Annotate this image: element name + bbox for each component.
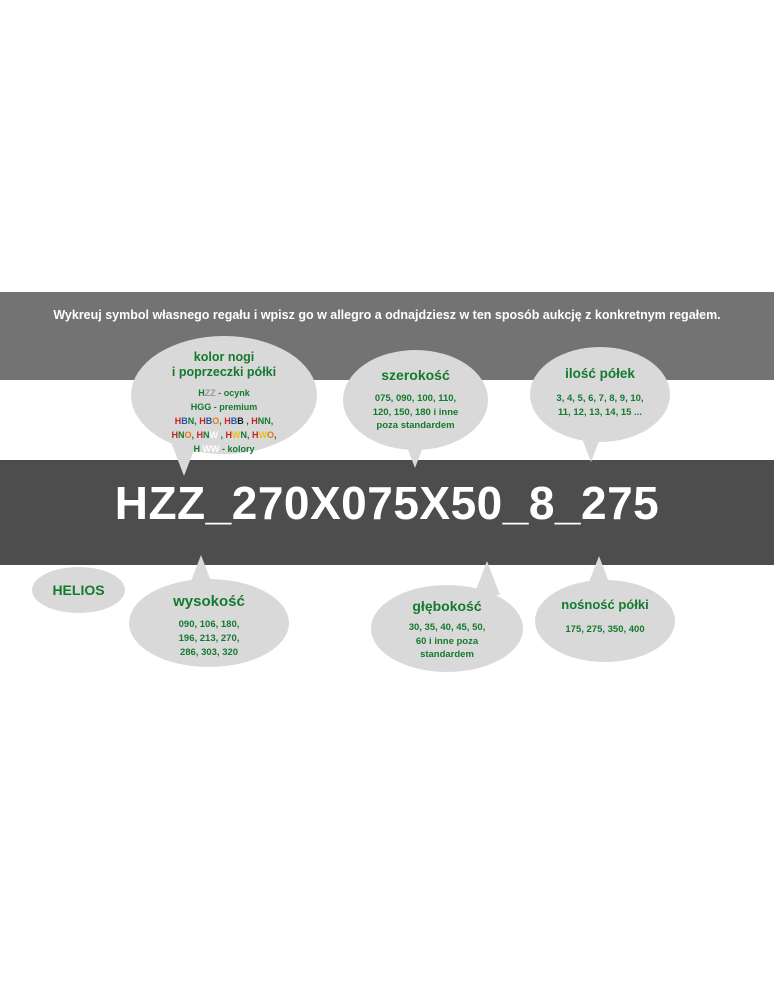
callout-title: głębokość — [412, 598, 482, 614]
callout-line: H WW - kolory — [193, 443, 255, 454]
callout-line: 196, 213, 270, — [178, 632, 240, 644]
callout-line: 11, 12, 13, 14, 15 ... — [558, 406, 642, 418]
callout-line: 175, 275, 350, 400 — [565, 623, 645, 635]
callout-title: nośność półki — [561, 597, 649, 612]
headline-text: Wykreuj symbol własnego regału i wpisz go w allegro a odnajdziesz w ten sposób aukcję z konkretnym regałem. — [53, 308, 721, 322]
callout-nosnosc-polki — [535, 580, 675, 662]
callout-line: 30, 35, 40, 45, 50, — [408, 621, 486, 633]
callout-body — [535, 623, 675, 637]
callout-wysokosc — [129, 579, 289, 667]
product-code: HZZ_270X075X50_8_275 — [114, 477, 660, 529]
callout-title-line1: kolor nogi — [193, 350, 255, 364]
callout-title-line2: i poprzeczki półki — [171, 365, 277, 379]
callout-title: wysokość — [173, 593, 245, 610]
callout-title: HELIOS — [52, 581, 105, 598]
callout-title — [131, 350, 317, 380]
callout-title: ilość półek — [565, 366, 635, 381]
callout-line: standardem — [420, 649, 474, 661]
callout-line: 090, 106, 180, — [178, 619, 240, 630]
callout-line: HBN, HBO, HBB , HNN, — [174, 415, 274, 426]
callout-line: HNO, HNW , HWN, HWO, — [171, 429, 277, 440]
callout-line: 60 i inne poza — [415, 635, 479, 647]
callout-body — [343, 392, 488, 433]
callout-body — [530, 392, 670, 420]
callout-line: 286, 303, 320 — [179, 646, 239, 658]
callout-szerokosc — [343, 350, 488, 450]
callout-body — [129, 618, 289, 659]
callout-line: 120, 150, 180 i inne — [372, 406, 459, 418]
diagram-canvas — [0, 292, 774, 692]
callout-glebokosc — [371, 585, 523, 672]
callout-line: 075, 090, 100, 110, — [374, 392, 457, 404]
callout-line: poza standardem — [376, 420, 455, 432]
callout-title: szerokość — [381, 367, 450, 383]
callout-kolor-nogi — [131, 336, 317, 454]
callout-body — [131, 387, 317, 457]
callout-body — [371, 621, 523, 662]
callout-line: HGG - premium — [190, 401, 258, 412]
callout-line: HZZ - ocynk — [198, 388, 250, 398]
callout-ilosc-polek — [530, 347, 670, 442]
callout-helios-brand — [32, 567, 125, 613]
callout-line: 3, 4, 5, 6, 7, 8, 9, 10, — [556, 393, 644, 405]
